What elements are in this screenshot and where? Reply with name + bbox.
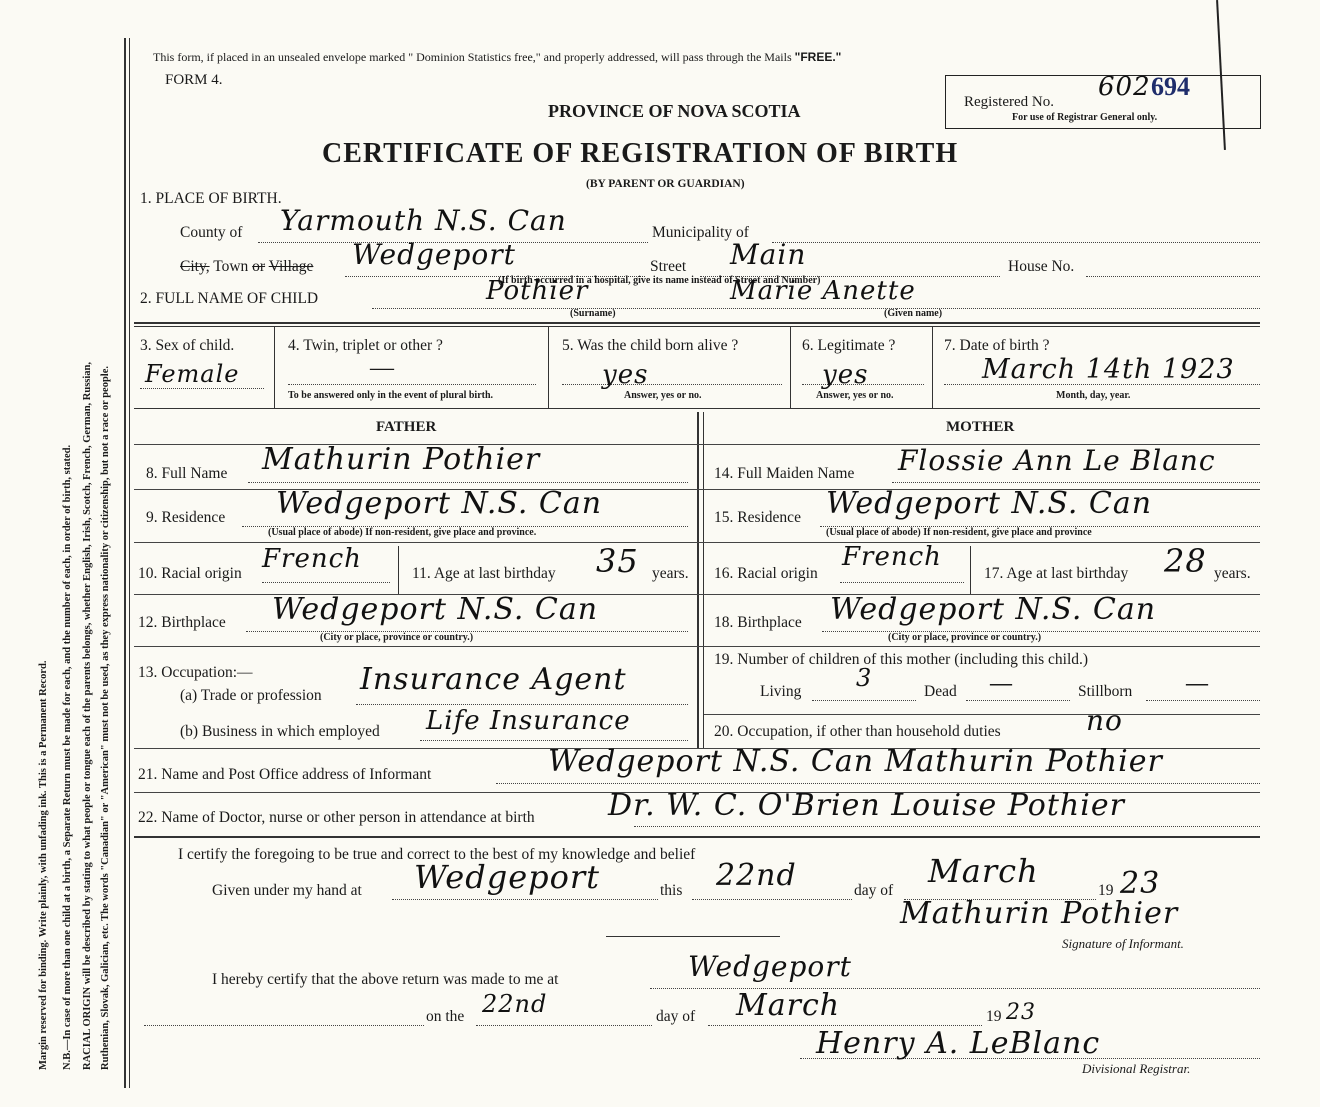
mother-occupation-value: no <box>1086 704 1123 737</box>
stillborn-value: — <box>1186 670 1208 695</box>
father-birthplace-label: 12. Birthplace <box>138 614 226 631</box>
municipality-line <box>772 242 1260 243</box>
page-title: CERTIFICATE OF REGISTRATION OF BIRTH <box>322 138 959 169</box>
mail-notice: This form, if placed in an unsealed envelope marked " Dominion Statistics free," and properly addressed, will pass through the Mails "FREE." <box>153 50 842 64</box>
certify-day-value: 22nd <box>716 858 797 893</box>
twin-line <box>288 384 536 385</box>
mother-birthplace-label: 18. Birthplace <box>714 614 802 631</box>
given-caption: (Given name) <box>884 308 943 319</box>
registrar-note: For use of Registrar General only. <box>1012 112 1158 123</box>
signature-caption: Signature of Informant. <box>1062 936 1184 951</box>
father-business-label: (b) Business in which employed <box>180 723 380 740</box>
stillborn-line <box>1146 700 1260 701</box>
mother-birthplace-note: (City or place, province or country.) <box>888 632 1042 643</box>
mother-heading: MOTHER <box>946 419 1015 435</box>
child-name-line <box>372 308 1260 309</box>
alive-label: 5. Was the child born alive ? <box>562 337 739 354</box>
rule <box>134 322 1260 324</box>
certify-year-value: 23 <box>1120 866 1161 901</box>
father-heading: FATHER <box>376 419 437 435</box>
father-occupation-label: 13. Occupation:— <box>138 664 253 681</box>
divider <box>548 326 549 408</box>
child-name-label: 2. FULL NAME OF CHILD <box>140 290 319 307</box>
registrar-blank-line <box>144 1025 424 1026</box>
father-race-value: French <box>262 544 362 574</box>
registered-box <box>945 72 1261 129</box>
twin-value: — <box>370 355 394 381</box>
mother-age-unit: years. <box>1214 565 1251 582</box>
living-label: Living <box>760 683 802 700</box>
child-given-name: Marie Anette <box>730 276 916 306</box>
margin-rule <box>124 38 126 1088</box>
mother-race-value: French <box>842 542 942 572</box>
doctor-value: Dr. W. C. O'Brien Louise Pothier <box>608 788 1125 823</box>
mother-residence-value: Wedgeport N.S. Can <box>826 486 1153 521</box>
given-under-label: Given under my hand at <box>212 882 362 899</box>
mother-birthplace-value: Wedgeport N.S. Can <box>830 592 1157 627</box>
rule <box>134 542 1260 543</box>
registrar-caption: Divisional Registrar. <box>1082 1061 1191 1076</box>
father-residence-label: 9. Residence <box>146 509 226 526</box>
registrar-year-prefix: 19 <box>986 1008 1002 1025</box>
municipality-label: Municipality of <box>652 224 749 241</box>
town-label: City, Town or Village <box>180 258 314 275</box>
father-name-label: 8. Full Name <box>146 465 228 482</box>
father-trade-line <box>356 704 688 705</box>
mother-age-label: 17. Age at last birthday <box>984 565 1129 582</box>
mother-occupation-label: 20. Occupation, if other than household duties <box>714 723 1001 740</box>
mother-residence-note: (Usual place of abode) If non-resident, give place and province <box>826 527 1092 538</box>
alive-value: yes <box>602 360 649 390</box>
mother-name-value: Flossie Ann Le Blanc <box>898 444 1216 477</box>
margin-note-1: Margin reserved for binding. Write plainly, with unfading ink. This is a Permanent Record. <box>38 660 49 1070</box>
street-value: Main <box>730 238 807 271</box>
margin-note-3: RACIAL ORIGIN will be described by stating to what people or tongue each of the parents belongs, whether English, Irish, Scotch, French, German, Russian, <box>82 361 93 1070</box>
registrar-month-value: March <box>736 988 841 1023</box>
child-surname: Pothier <box>486 276 589 306</box>
father-age-unit: years. <box>652 565 689 582</box>
mother-name-line <box>892 482 1260 483</box>
living-line <box>812 700 916 701</box>
alive-note: Answer, yes or no. <box>624 390 702 401</box>
mother-children-label: 19. Number of children of this mother (including this child.) <box>714 651 1089 668</box>
blank-line <box>606 936 780 937</box>
divider <box>274 326 275 408</box>
father-business-line <box>420 740 688 741</box>
dead-label: Dead <box>924 683 957 700</box>
rule <box>134 408 1260 409</box>
day-of-label: day of <box>854 882 894 899</box>
dead-line <box>966 700 1070 701</box>
this-label: this <box>660 882 683 899</box>
sex-label: 3. Sex of child. <box>140 337 235 354</box>
sex-line <box>140 388 264 389</box>
father-race-line <box>262 582 390 583</box>
informant-label: 21. Name and Post Office address of Informant <box>138 766 432 783</box>
province-heading: PROVINCE OF NOVA SCOTIA <box>548 101 801 121</box>
registrar-day-line <box>476 1025 652 1026</box>
registered-number-handwritten: 602 <box>1098 72 1151 102</box>
father-birthplace-value: Wedgeport N.S. Can <box>272 592 599 627</box>
living-value: 3 <box>856 664 873 692</box>
dob-value: March 14th 1923 <box>982 354 1235 385</box>
father-name-value: Mathurin Pothier <box>262 442 541 477</box>
father-age-value: 35 <box>596 542 639 580</box>
page-subtitle: (BY PARENT OR GUARDIAN) <box>586 178 745 190</box>
twin-note: To be answered only in the event of plural birth. <box>288 390 494 401</box>
county-value: Yarmouth N.S. Can <box>280 204 567 237</box>
dob-note: Month, day, year. <box>1056 390 1131 401</box>
alive-line <box>562 384 782 385</box>
father-birthplace-note: (City or place, province or country.) <box>320 632 474 643</box>
registrar-day-of-label: day of <box>656 1008 696 1025</box>
legitimate-value: yes <box>822 360 869 390</box>
form-number: FORM 4. <box>165 72 223 88</box>
divider <box>398 546 399 594</box>
father-name-line <box>248 482 688 483</box>
certify-month-value: March <box>928 852 1039 890</box>
day-line <box>692 899 852 900</box>
dead-value: — <box>990 670 1012 695</box>
father-race-label: 10. Racial origin <box>138 565 242 582</box>
legitimate-note: Answer, yes or no. <box>816 390 894 401</box>
column-divider-inner <box>703 412 704 748</box>
father-business-value: Life Insurance <box>426 706 631 736</box>
mother-race-label: 16. Racial origin <box>714 565 818 582</box>
doctor-line <box>634 826 1260 827</box>
rule <box>134 326 1260 327</box>
registrar-place-value: Wedgeport <box>688 950 852 983</box>
house-line <box>1086 276 1260 277</box>
divider <box>970 546 971 594</box>
given-place-value: Wedgeport <box>414 858 601 896</box>
street-note: (If birth occurred in a hospital, give its name instead of Street and Number) <box>498 275 821 286</box>
mother-age-value: 28 <box>1164 542 1207 580</box>
registrar-year-value: 23 <box>1006 1000 1036 1025</box>
given-place-line <box>392 899 658 900</box>
father-trade-value: Insurance Agent <box>360 662 627 697</box>
mother-race-line <box>840 582 964 583</box>
informant-signature: Mathurin Pothier <box>900 896 1179 931</box>
dob-label: 7. Date of birth ? <box>944 337 1050 354</box>
registrar-signature: Henry A. LeBlanc <box>816 1026 1101 1061</box>
father-age-label: 11. Age at last birthday <box>412 565 556 582</box>
registrar-statement: I hereby certify that the above return was made to me at <box>212 971 559 988</box>
doctor-label: 22. Name of Doctor, nurse or other person in attendance at birth <box>138 809 535 826</box>
father-trade-label: (a) Trade or profession <box>180 687 322 704</box>
legitimate-label: 6. Legitimate ? <box>802 337 896 354</box>
divider <box>790 326 791 408</box>
margin-note-4: Ruthenian, Slovak, Galician, etc. The words "Canadian" or "American" must not be used, as they express nationality or citizenship, but not a race or people. <box>100 365 111 1070</box>
year-prefix: 19 <box>1098 882 1114 899</box>
informant-value: Wedgeport N.S. Can Mathurin Pothier <box>548 744 1163 779</box>
margin-rule-inner <box>129 38 130 1088</box>
county-label: County of <box>180 224 243 241</box>
registered-label: Registered No. <box>964 94 1054 110</box>
informant-line <box>496 783 1260 784</box>
mother-residence-label: 15. Residence <box>714 509 801 526</box>
registered-number-stamp: 694 <box>1151 72 1190 101</box>
place-of-birth-label: 1. PLACE OF BIRTH. <box>140 190 282 207</box>
rule <box>134 646 1260 647</box>
divider <box>932 326 933 408</box>
twin-label: 4. Twin, triplet or other ? <box>288 337 443 354</box>
street-label: Street <box>650 258 687 275</box>
town-value: Wedgeport <box>352 238 516 271</box>
surname-caption: (Surname) <box>570 308 616 319</box>
certify-statement: I certify the foregoing to be true and correct to the best of my knowledge and belief <box>178 846 696 863</box>
stillborn-label: Stillborn <box>1078 683 1133 700</box>
mother-name-label: 14. Full Maiden Name <box>714 465 855 482</box>
rule <box>134 836 1260 838</box>
column-divider <box>697 412 699 748</box>
registrar-on-label: on the <box>426 1008 465 1025</box>
margin-note-2: N.B.—In case of more than one child at a birth, a Separate Return must be made for each, and the number of each, in order of birth, stated. <box>62 444 73 1070</box>
rule <box>704 714 1260 715</box>
father-residence-note: (Usual place of abode) If non-resident, give place and province. <box>268 527 537 538</box>
sex-value: Female <box>145 360 240 388</box>
house-label: House No. <box>1008 258 1075 275</box>
registrar-day-value: 22nd <box>482 990 548 1018</box>
father-residence-value: Wedgeport N.S. Can <box>276 486 603 521</box>
